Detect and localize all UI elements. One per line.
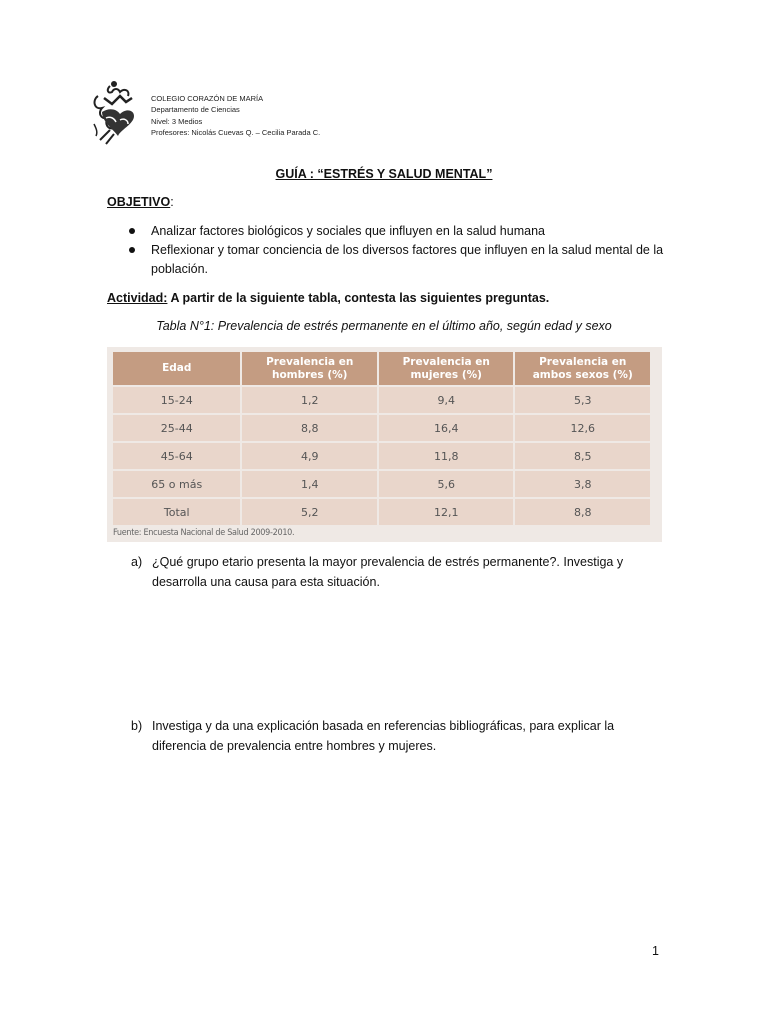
list-item-text: Analizar factores biológicos y sociales que influyen en la salud humana bbox=[151, 224, 545, 238]
school-name: COLEGIO CORAZÓN DE MARÍA bbox=[151, 94, 264, 103]
prevalence-table bbox=[113, 352, 650, 525]
table-row bbox=[113, 386, 650, 414]
school-logo bbox=[90, 78, 140, 146]
question-text: ¿Qué grupo etario presenta la mayor prevalencia de estrés permanente?. Investiga y desarrolla una causa para esta situación. bbox=[152, 555, 624, 589]
objective-list bbox=[126, 222, 666, 279]
school-header bbox=[151, 93, 320, 138]
table-cell: 12,1 bbox=[378, 498, 515, 525]
table-cell: 8,8 bbox=[241, 414, 378, 442]
objective-heading bbox=[107, 195, 174, 209]
question-text: Investiga y da una explicación basada en referencias bibliográficas, para explicar la diferencia de prevalencia entre hombres y mujeres. bbox=[152, 719, 615, 753]
bullet-icon bbox=[129, 228, 135, 234]
bullet-icon bbox=[129, 247, 135, 253]
department: Departamento de Ciencias bbox=[151, 105, 240, 115]
teachers: Profesores: Nicolás Cuevas Q. – Cecilia Parada C. bbox=[151, 127, 321, 137]
question-label: b) bbox=[131, 719, 143, 733]
objective-label: OBJETIVO bbox=[107, 195, 171, 209]
column-header: Edad bbox=[113, 352, 241, 386]
list-item bbox=[126, 241, 666, 279]
column-header: Prevalencia en mujeres (%) bbox=[378, 352, 515, 386]
table-header-row bbox=[113, 352, 650, 386]
column-header: Prevalencia en hombres (%) bbox=[241, 352, 378, 386]
table-cell: 11,8 bbox=[378, 442, 515, 470]
table-cell: 15-24 bbox=[113, 386, 241, 414]
table-cell: 45-64 bbox=[113, 442, 241, 470]
question-a bbox=[131, 552, 651, 592]
table-row bbox=[113, 498, 650, 525]
table-caption: Tabla N°1: Prevalencia de estrés permanente en el último año, según edad y sexo bbox=[156, 319, 612, 333]
activity-text: A partir de la siguiente tabla, contesta las siguientes preguntas. bbox=[167, 291, 550, 305]
table-cell: 65 o más bbox=[113, 470, 241, 498]
page-number: 1 bbox=[652, 944, 659, 958]
table-cell: 9,4 bbox=[378, 386, 515, 414]
question-b bbox=[131, 716, 651, 756]
list-item bbox=[126, 222, 666, 241]
question-label: a) bbox=[131, 555, 143, 569]
table-cell: 25-44 bbox=[113, 414, 241, 442]
table-cell: 8,8 bbox=[514, 498, 650, 525]
table-cell: 12,6 bbox=[514, 414, 650, 442]
table-source: Fuente: Encuesta Nacional de Salud 2009-2010. bbox=[113, 528, 295, 538]
table-row bbox=[113, 470, 650, 498]
activity-instruction bbox=[107, 291, 549, 305]
column-header: Prevalencia en ambos sexos (%) bbox=[514, 352, 650, 386]
table-cell: 3,8 bbox=[514, 470, 650, 498]
list-item-text: Reflexionar y tomar conciencia de los diversos factores que influyen en la salud mental de la población. bbox=[151, 243, 664, 276]
table-row bbox=[113, 442, 650, 470]
table-cell: Total bbox=[113, 498, 241, 525]
table-cell: 1,4 bbox=[241, 470, 378, 498]
document-title: GUÍA : “ESTRÉS Y SALUD MENTAL” bbox=[275, 167, 493, 181]
table-cell: 8,5 bbox=[514, 442, 650, 470]
table-row bbox=[113, 414, 650, 442]
table-cell: 5,3 bbox=[514, 386, 650, 414]
table-cell: 1,2 bbox=[241, 386, 378, 414]
level: Nivel: 3 Medios bbox=[151, 116, 203, 126]
table-cell: 5,6 bbox=[378, 470, 515, 498]
prevalence-table-image bbox=[107, 347, 662, 542]
activity-label: Actividad: bbox=[107, 291, 168, 305]
table-cell: 4,9 bbox=[241, 442, 378, 470]
objective-colon: : bbox=[170, 195, 174, 209]
table-cell: 5,2 bbox=[241, 498, 378, 525]
table-cell: 16,4 bbox=[378, 414, 515, 442]
